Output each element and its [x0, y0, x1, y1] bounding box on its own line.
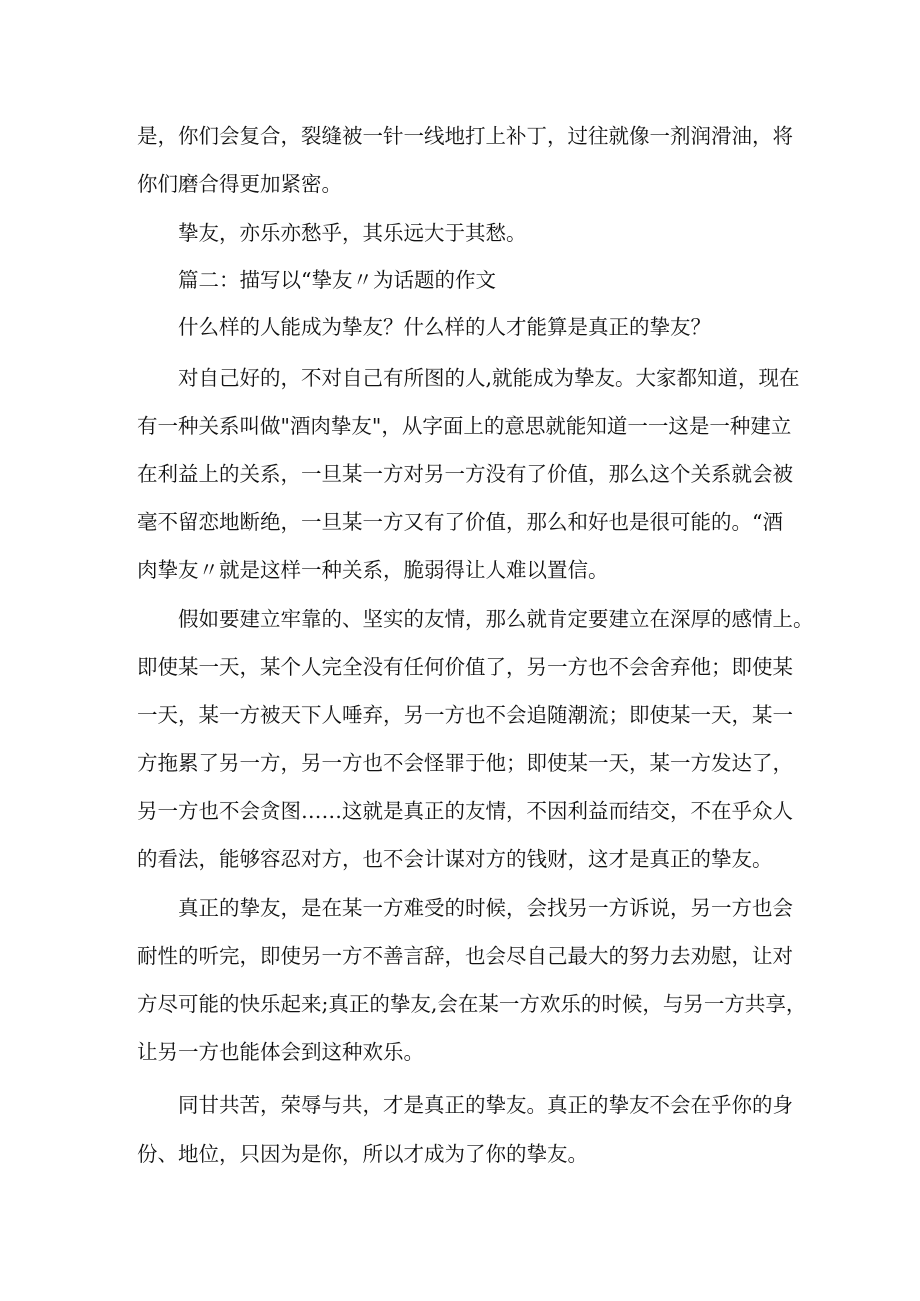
- text-line: 真正的挚友，是在某一方难受的时候，会找另一方诉说，另一方也会: [178, 896, 793, 920]
- text-line: 对自己好的，不对自己有所图的人,就能成为挚友。大家都知道，现在: [178, 366, 800, 390]
- text-line: 方拖累了另一方，另一方也不会怪罪于他；即使某一天，某一方发达了，: [137, 751, 793, 775]
- text-line: 一天，某一方被天下人唾弃，另一方也不会追随潮流；即使某一天，某一: [137, 703, 793, 727]
- text-line: 毫不留恋地断绝，一旦某一方又有了价值，那么和好也是很可能的。“酒: [137, 510, 783, 534]
- text-line: 方尽可能的快乐起来;真正的挚友,会在某一方欢乐的时候，与另一方共享，: [137, 992, 807, 1016]
- text-line: 假如要建立牢靠的、坚实的友情，那么就肯定要建立在深厚的感情上。: [178, 607, 814, 631]
- text-line: 挚友，亦乐亦愁乎，其乐远大于其愁。: [178, 221, 527, 245]
- text-line: 什么样的人能成为挚友？什么样的人才能算是真正的挚友？: [178, 315, 711, 339]
- text-line: 有一种关系叫做"酒肉挚友"，从字面上的意思就能知道一一这是一种建立: [137, 414, 792, 438]
- text-line: 肉挚友〃就是这样一种关系，脆弱得让人难以置信。: [137, 558, 609, 582]
- text-line: 另一方也不会贪图……这就是真正的友情，不因利益而结交，不在乎众人: [137, 799, 793, 823]
- text-line: 你们磨合得更加紧密。: [137, 172, 342, 196]
- text-line: 的看法，能够容忍对方，也不会计谋对方的钱财，这才是真正的挚友。: [137, 847, 773, 871]
- text-line: 耐性的听完，即使另一方不善言辞，也会尽自己最大的努力去劝慰，让对: [137, 944, 793, 968]
- text-line: 让另一方也能体会到这种欢乐。: [137, 1040, 424, 1064]
- text-line: 在利益上的关系，一旦某一方对另一方没有了价值，那么这个关系就会被: [137, 462, 793, 486]
- text-line: 即使某一天，某个人完全没有任何价值了，另一方也不会舍弃他；即使某: [137, 655, 793, 679]
- text-line: 同甘共苦，荣辱与共，才是真正的挚友。真正的挚友不会在乎你的身: [178, 1093, 793, 1117]
- section-heading: 篇二：描写以“挚友〃为话题的作文: [178, 268, 496, 292]
- text-line: 是，你们会复合，裂缝被一针一线地打上补丁，过往就像一剂润滑油，将: [137, 124, 793, 148]
- text-line: 份、地位，只因为是你，所以才成为了你的挚友。: [137, 1142, 588, 1166]
